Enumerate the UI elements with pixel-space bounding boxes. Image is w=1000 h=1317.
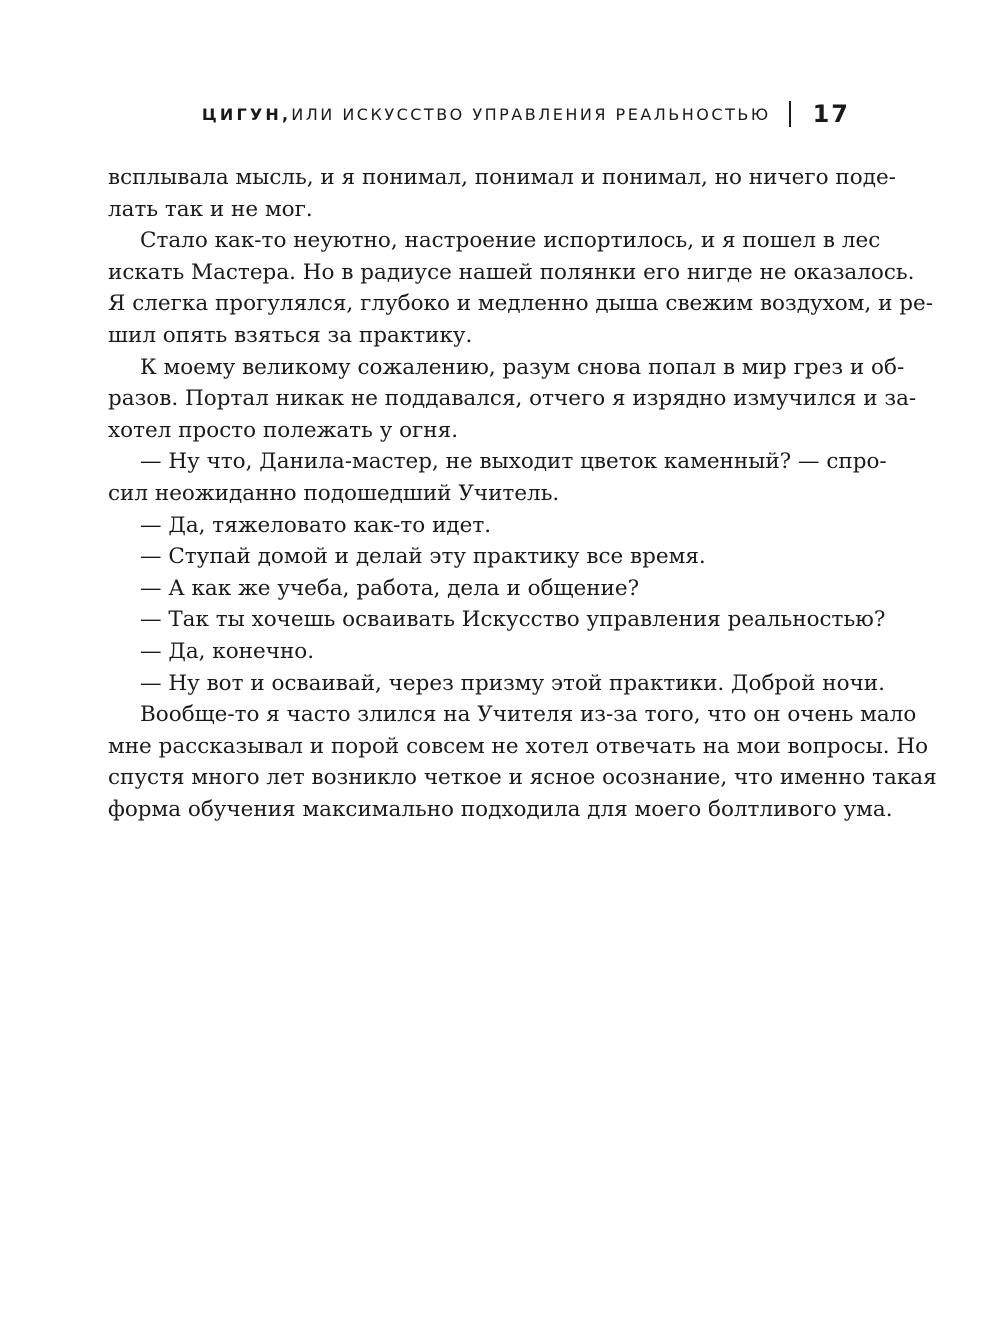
text-line: Я слегка прогулялся, глубоко и медленно дыша свежим воздухом, и ре- (108, 291, 933, 317)
paragraph (108, 162, 896, 225)
text-line: — Так ты хочешь осваивать Искусство управления реальностью? (140, 607, 886, 633)
text-line: — Ступай домой и делай эту практику все время. (140, 544, 706, 570)
text-line: К моему великому сожалению, разум снова попал в мир грез и об- (140, 354, 905, 380)
paragraph (108, 541, 850, 573)
text-line: мне рассказывал и порой совсем не хотел отвечать на мои вопросы. Но (108, 733, 929, 759)
text-line: — Ну что, Данила-мастер, не выходит цветок каменный? — спро- (140, 449, 887, 475)
paragraph (108, 668, 885, 700)
text-line: форма обучения максимально подходила для моего болтливого ума. (108, 796, 893, 822)
paragraph (108, 446, 887, 509)
text-line: лать так и не мог. (108, 196, 313, 222)
running-header (108, 97, 850, 131)
header-title-bold: ЦИГУН, (201, 104, 292, 124)
paragraph (108, 573, 850, 605)
text-line: — Ну вот и осваивай, через призму этой практики. Доброй ночи. (140, 670, 885, 696)
text-line: — Да, конечно. (140, 638, 315, 664)
text-line: хотел просто полежать у огня. (108, 417, 459, 443)
page-number: 17 (812, 100, 850, 128)
text-line: сил неожиданно подошедший Учитель. (108, 480, 560, 506)
text-line: всплывала мысль, и я понимал, понимал и понимал, но ничего поде- (108, 165, 896, 190)
text-line: разов. Портал никак не поддавался, отчего я изрядно измучился и за- (108, 386, 917, 412)
text-line: шил опять взяться за практику. (108, 322, 473, 348)
paragraph (108, 352, 917, 447)
paragraph (108, 510, 850, 542)
text-line: искать Мастера. Но в радиусе нашей полянки его нигде не оказалось. (108, 259, 915, 285)
paragraph (108, 699, 937, 825)
body-text (108, 162, 937, 825)
text-line: Стало как-то неуютно, настроение испортилось, и я пошел в лес (140, 228, 881, 254)
text-line: спустя много лет возникло четкое и ясное осознание, что именно такая (108, 765, 937, 791)
paragraph (108, 225, 933, 351)
text-line: — А как же учеба, работа, дела и общение? (140, 575, 640, 601)
paragraph (108, 604, 886, 636)
header-title-rest: ИЛИ ИСКУССТВО УПРАВЛЕНИЯ РЕАЛЬНОСТЬЮ (291, 104, 771, 124)
paragraph (108, 636, 850, 668)
header-separator (789, 101, 791, 127)
text-line: Вообще-то я часто злился на Учителя из-за того, что он очень мало (140, 702, 917, 728)
text-line: — Да, тяжеловато как-то идет. (140, 512, 492, 538)
